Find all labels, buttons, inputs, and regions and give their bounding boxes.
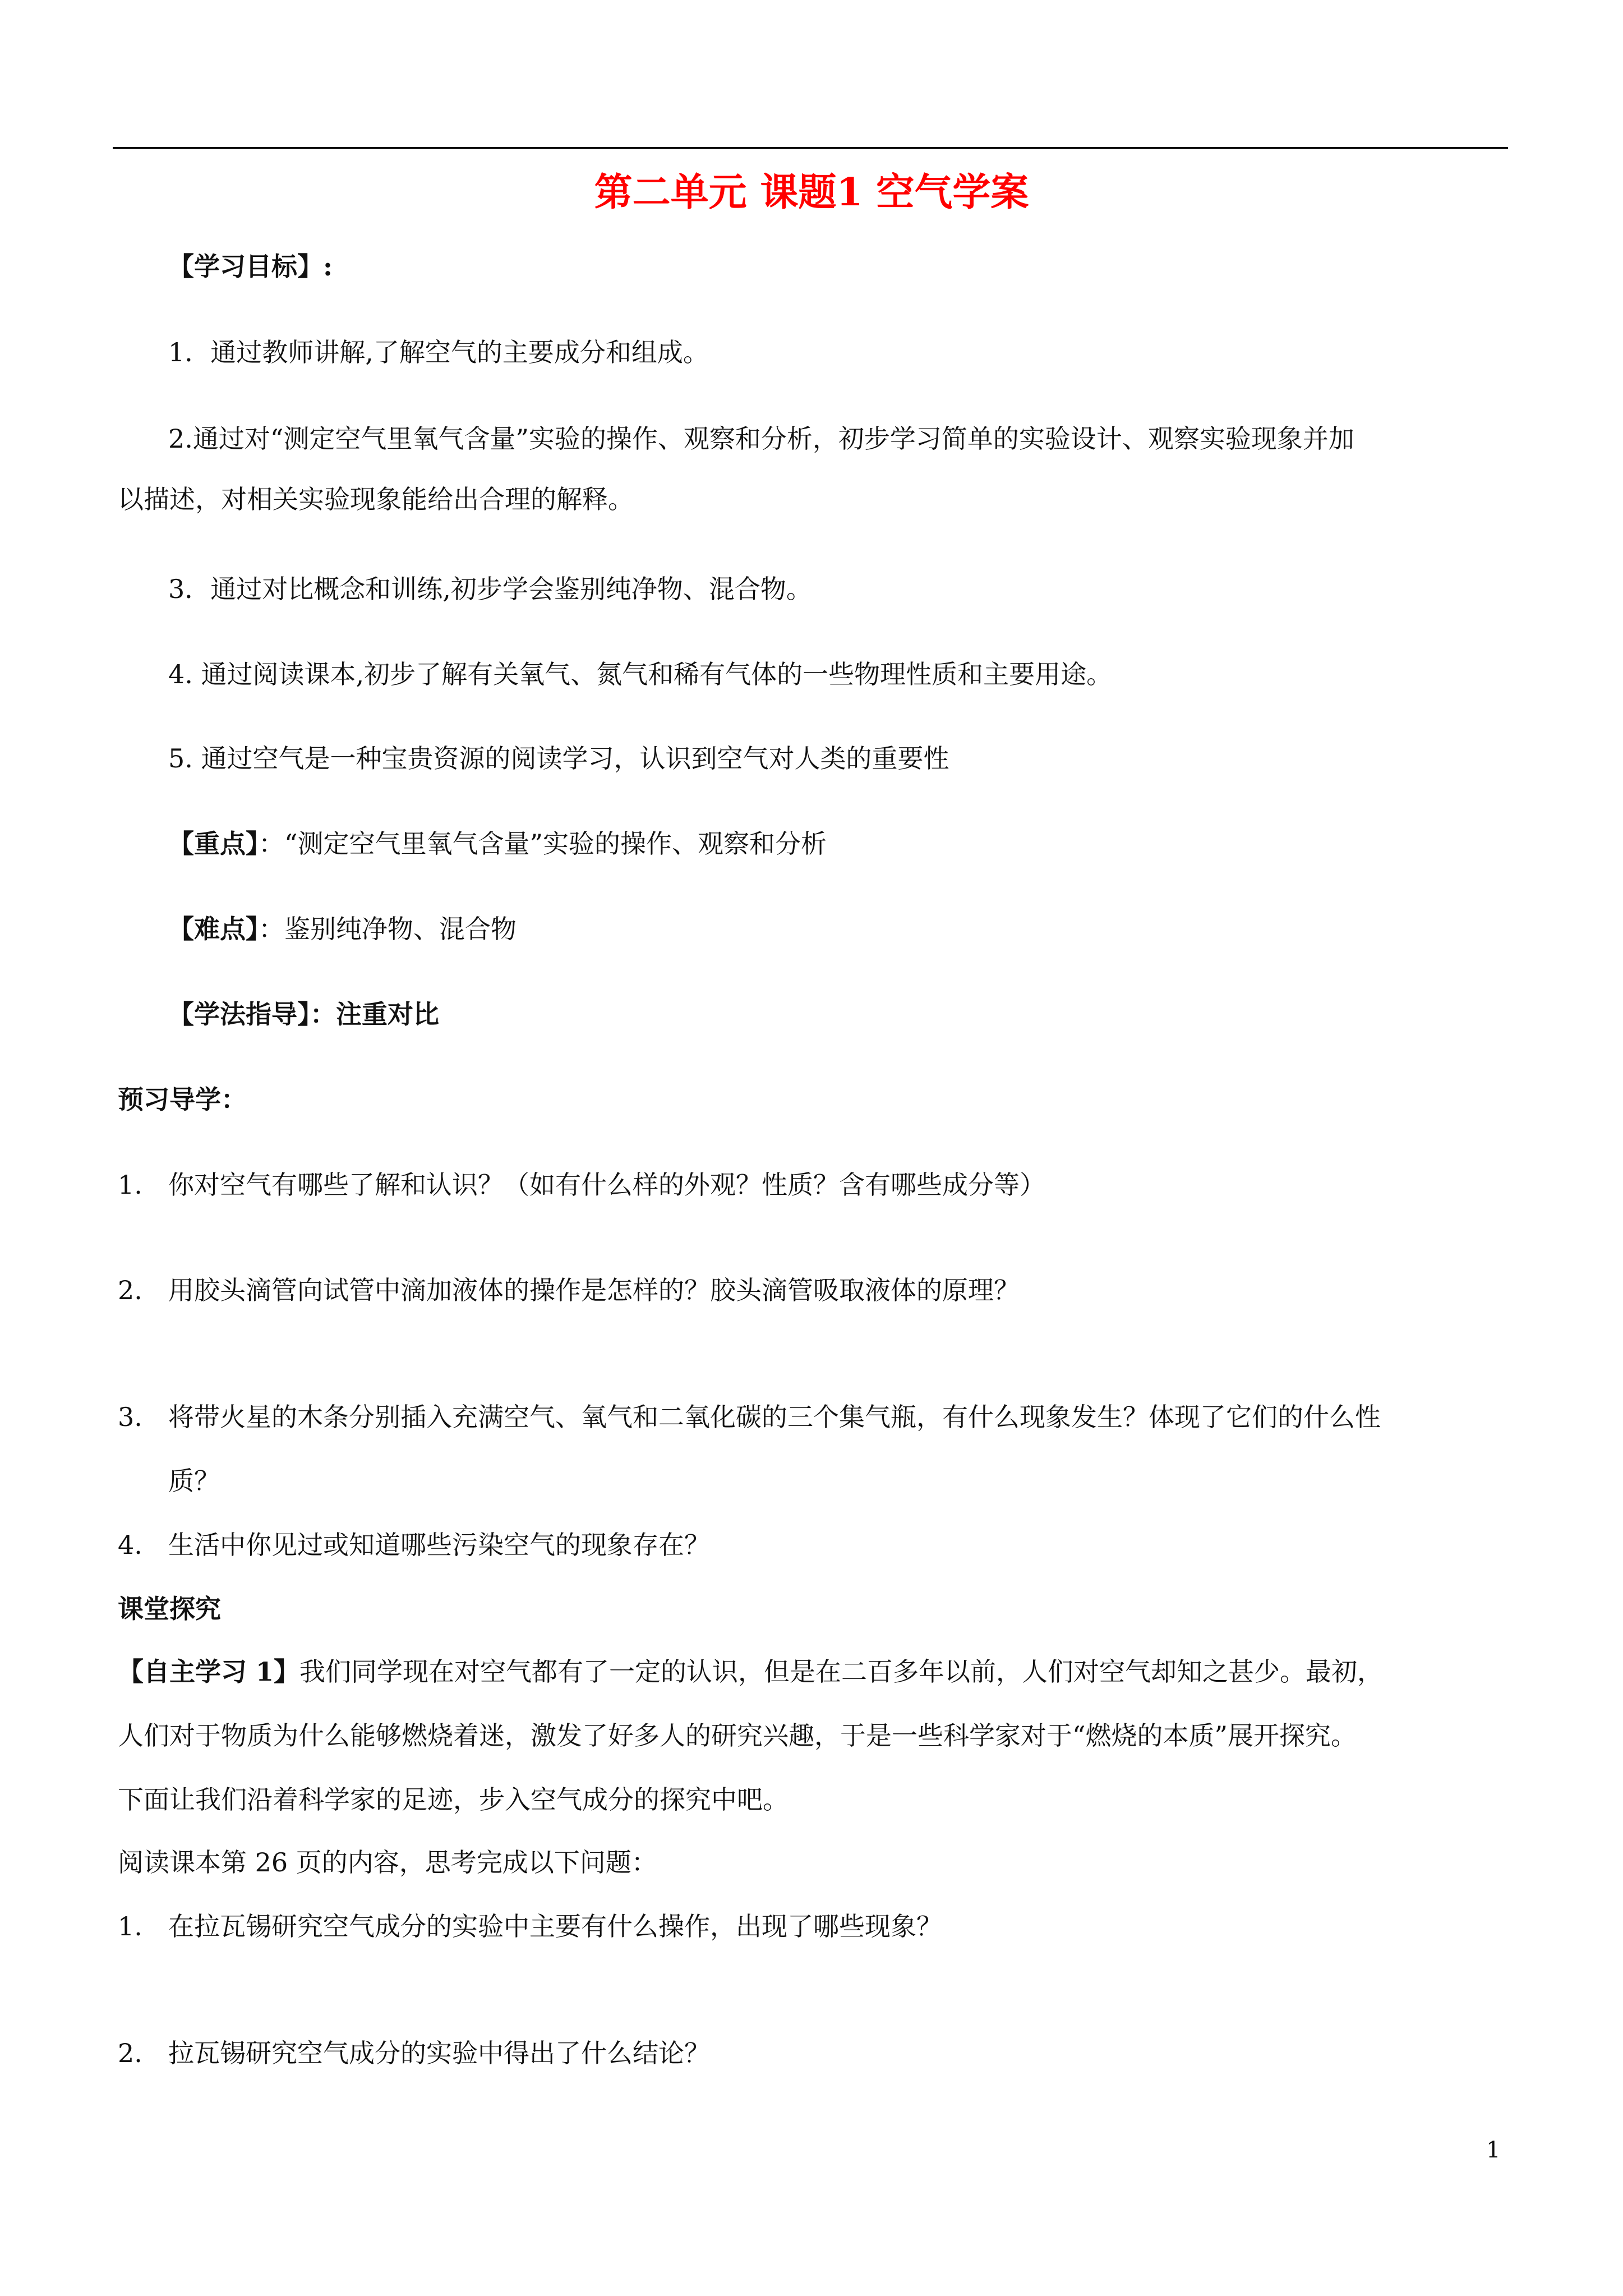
- preview-question-2: 2. 用胶头滴管向试管中滴加液体的操作是怎样的？胶头滴管吸取液体的原理？: [118, 1275, 1020, 1305]
- classroom-question-2: 2. 拉瓦锡研究空气成分的实验中得出了什么结论？: [118, 2038, 710, 2068]
- difficulty-text: ：鉴别纯净物、混合物: [259, 914, 517, 944]
- objective-2: 2.通过对“测定空气里氧气含量”实验的操作、观察和分析，初步学习简单的实验设计、观察实验现象并加: [168, 424, 1354, 454]
- classroom-heading: 课堂探究: [118, 1594, 221, 1624]
- preview-question-3-cont: 质？: [168, 1466, 220, 1496]
- key-point: [168, 827, 827, 861]
- preview-question-1: 1. 你对空气有哪些了解和认识？（如有什么样的外观？性质？含有哪些成分等）: [118, 1170, 1045, 1200]
- header-rule: [113, 147, 1508, 149]
- self-study-line-3: 下面让我们沿着科学家的足迹，步入空气成分的探究中吧。: [118, 1784, 789, 1815]
- key-point-text: ：“测定空气里氧气含量”实验的操作、观察和分析: [259, 829, 827, 859]
- difficulty-label: 【难点】: [168, 914, 259, 944]
- read-prompt: 阅读课本第 26 页的内容，思考完成以下问题：: [118, 1847, 657, 1878]
- self-study-label: 【自主学习 1】: [118, 1657, 300, 1687]
- preview-heading: 预习导学：: [118, 1084, 247, 1115]
- objective-5: 5. 通过空气是一种宝贵资源的阅读学习，认识到空气对人类的重要性: [168, 743, 949, 774]
- self-study-line-2: 人们对于物质为什么能够燃烧着迷，激发了好多人的研究兴趣，于是一些科学家对于“燃烧的本质”展开探究。: [118, 1720, 1357, 1751]
- method: 【学法指导】：注重对比: [168, 999, 439, 1029]
- key-point-label: 【重点】: [168, 829, 259, 859]
- objectives-heading: 【学习目标】:: [168, 251, 333, 282]
- objective-4: 4. 通过阅读课本,初步了解有关氧气、氮气和稀有气体的一些物理性质和主要用途。: [168, 659, 1113, 689]
- page-number: 1: [1486, 2137, 1501, 2163]
- preview-question-3: 3. 将带火星的木条分别插入充满空气、氧气和二氧化碳的三个集气瓶，有什么现象发生？体现了它们的什么性: [118, 1402, 1381, 1432]
- self-study-line-1: 【自主学习 1】我们同学现在对空气都有了一定的认识，但是在二百多年以前，人们对空气却知之甚少。最初，: [118, 1657, 1384, 1687]
- page-title: 第二单元 课题1 空气学案: [594, 170, 1029, 215]
- preview-question-4: 4. 生活中你见过或知道哪些污染空气的现象存在？: [118, 1530, 710, 1560]
- difficulty: [168, 912, 517, 946]
- objective-1: 1．通过教师讲解,了解空气的主要成分和组成。: [168, 337, 709, 367]
- classroom-question-1: 1. 在拉瓦锡研究空气成分的实验中主要有什么操作，出现了哪些现象？: [118, 1911, 942, 1941]
- objective-3: 3．通过对比概念和训练,初步学会鉴别纯净物、混合物。: [168, 574, 812, 604]
- objective-2-cont: 以描述，对相关实验现象能给出合理的解释。: [118, 484, 634, 514]
